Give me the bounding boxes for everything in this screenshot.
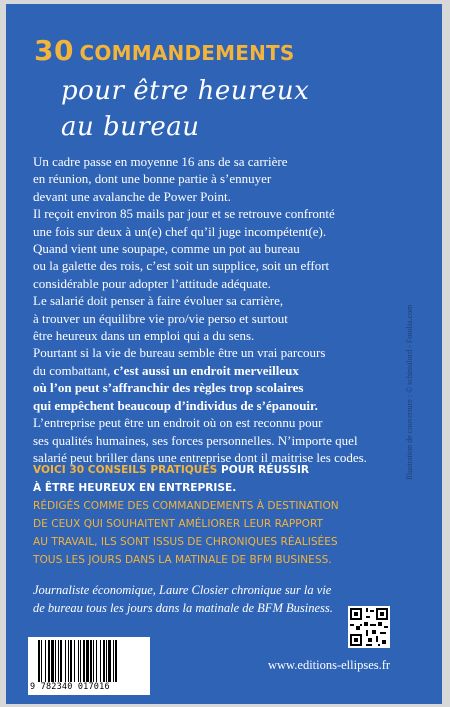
qr-code-icon xyxy=(348,606,390,648)
advice-heading-white: POUR RÉUSSIR xyxy=(220,464,310,476)
isbn-barcode xyxy=(28,637,150,695)
advice-line: DE CEUX QUI SOUHAITENT AMÉLIORER LEUR RAPPORT xyxy=(33,518,324,530)
advice-line: TOUS LES JOURS DANS LA MATINALE DE BFM BUSINESS. xyxy=(33,554,332,566)
body-line: en réunion, dont une bonne partie à s’ennuyer xyxy=(33,171,272,187)
author-note-line: Journaliste économique, Laure Closier chronique sur la vie xyxy=(33,583,332,597)
body-line: salarié peut briller dans une entreprise dont il maitrise les codes. xyxy=(33,449,367,465)
title-number: 30 xyxy=(34,34,74,67)
body-line: L’entreprise peut être un endroit où on est reconnu pour xyxy=(33,415,323,431)
body-line: ses qualités humaines, ses forces personnelles. N’importe quel xyxy=(33,432,358,448)
body-line: être heureux dans un emploi qui a du sens. xyxy=(33,328,255,344)
body-bold-text: c’est aussi un endroit merveilleux xyxy=(113,362,299,378)
body-line-mixed xyxy=(33,362,383,379)
barcode-bars xyxy=(38,640,142,682)
body-line: Un cadre passe en moyenne 16 ans de sa carrière xyxy=(33,154,288,169)
body-bold-line: où l’on peut s’affranchir des règles trop scolaires xyxy=(33,380,304,396)
body-paragraph xyxy=(33,153,383,466)
advice-section xyxy=(33,461,393,569)
advice-heading xyxy=(33,461,393,479)
body-line: Le salarié doit penser à faire évoluer sa carrière, xyxy=(33,293,284,309)
author-note xyxy=(33,582,363,617)
publisher-website: www.editions-ellipses.fr xyxy=(268,658,391,672)
barcode-digits: 9 782340 017016 xyxy=(30,682,110,692)
body-line: Pourtant si la vie de bureau semble être un vrai parcours xyxy=(33,345,326,361)
body-line: Quand vient une soupape, comme un pot au bureau xyxy=(33,241,300,257)
body-line: Il reçoit environ 85 mails par jour et se retrouve confronté xyxy=(33,206,335,222)
cover-credit: Illustration de couverture : © schinsilord - Fotolia.com xyxy=(405,304,414,480)
body-bold-line: qui empêchent beaucoup d’individus de s’épanouir. xyxy=(33,397,318,413)
subtitle-line-2: au bureau xyxy=(61,112,200,142)
author-note-line: de bureau tous les jours dans la matinale de BFM Business. xyxy=(33,600,333,615)
body-line: considérable pour adopter l’attitude adéquate. xyxy=(33,275,271,291)
body-line: ou la galette des rois, c’est soit un supplice, soit un effort xyxy=(33,258,330,274)
back-cover xyxy=(6,4,442,704)
body-line: à trouver un équilibre vie pro/vie perso et surtout xyxy=(33,310,288,326)
advice-line: AU TRAVAIL, ILS SONT ISSUS DE CHRONIQUES RÉALISÉES xyxy=(33,536,338,548)
advice-heading-line-2: À ÊTRE HEUREUX EN ENTREPRISE. xyxy=(33,482,237,494)
body-normal-text: du combattant, xyxy=(33,362,114,378)
advice-heading-yellow: VOICI 30 CONSEILS PRATIQUES xyxy=(33,464,221,476)
title-word: COMMANDEMENTS xyxy=(79,41,295,65)
advice-line: RÉDIGÉS COMME DES COMMANDEMENTS À DESTINATION xyxy=(33,500,339,512)
body-line: devant une avalanche de Power Point. xyxy=(33,188,231,204)
title-heading xyxy=(34,34,294,67)
subtitle-line-1: pour être heureux xyxy=(61,76,310,106)
body-line: une fois sur deux à un(e) chef qu’il juge incompétent(e). xyxy=(33,223,327,239)
